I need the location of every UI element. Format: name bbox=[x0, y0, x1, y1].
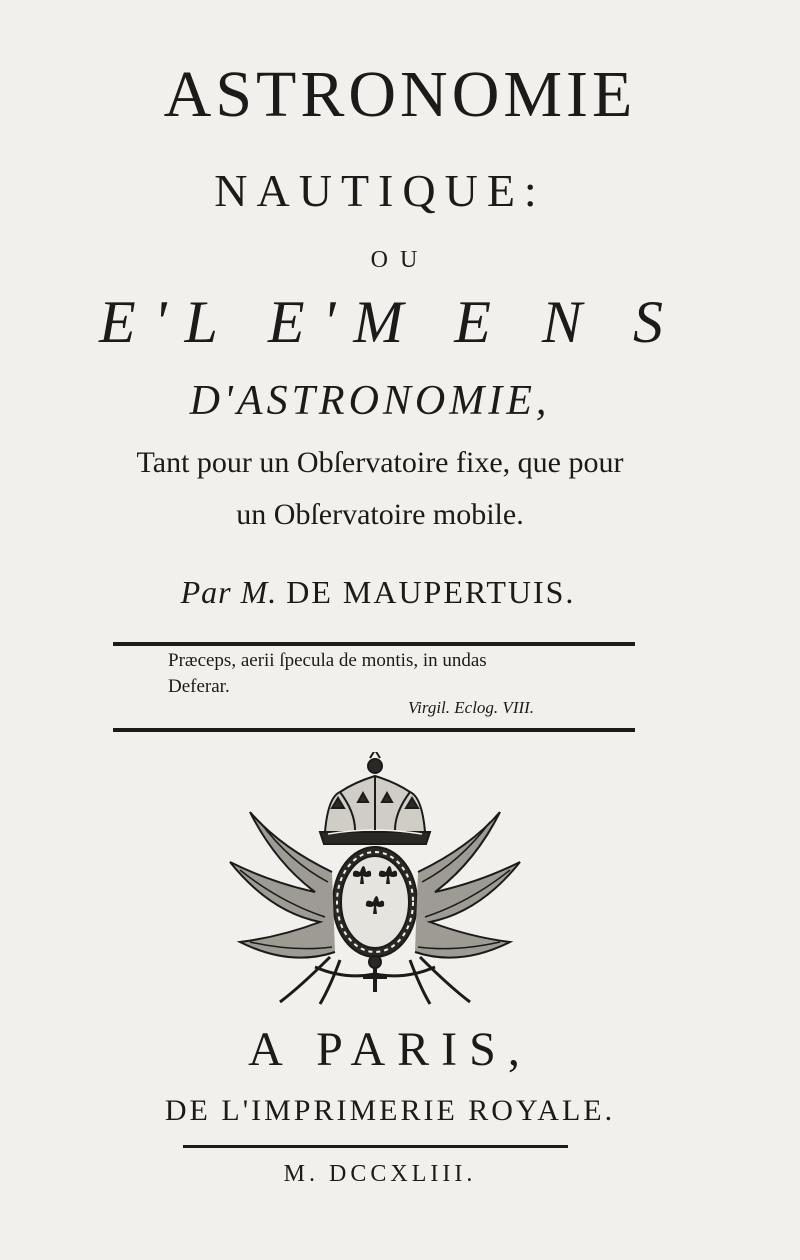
imprint-printer: DE L'IMPRIMERIE ROYALE. bbox=[164, 1094, 616, 1127]
title-line-2: NAUTIQUE: bbox=[214, 165, 546, 216]
imprint-rule bbox=[183, 1145, 568, 1148]
author-prefix: Par M. bbox=[180, 574, 278, 610]
epigraph-top-rule bbox=[113, 642, 635, 646]
royal-coat-of-arms-icon bbox=[220, 752, 530, 1010]
imprint-city: A PARIS, bbox=[248, 1023, 532, 1076]
epigraph-bottom-rule bbox=[113, 728, 635, 732]
description-line-2: un Obſervatoire mobile. bbox=[236, 498, 524, 531]
epigraph-line-2: Deferar. bbox=[168, 676, 230, 697]
author-line bbox=[0, 576, 778, 608]
subtitle-line-2: D'ASTRONOMIE, bbox=[189, 378, 551, 424]
author-name: DE MAUPERTUIS. bbox=[286, 574, 576, 610]
subtitle-line-1: E'L E'M E N S bbox=[99, 289, 681, 355]
title-conjunction: OU bbox=[370, 247, 430, 273]
title-line-1: ASTRONOMIE bbox=[163, 58, 637, 131]
imprint-year: M. DCCXLIII. bbox=[283, 1161, 477, 1187]
epigraph-source: Virgil. Eclog. VIII. bbox=[408, 698, 535, 717]
description-line-1: Tant pour un Obſervatoire fixe, que pour bbox=[136, 446, 624, 479]
epigraph-line-1: Præceps, aerii ſpecula de montis, in undas bbox=[168, 650, 487, 671]
